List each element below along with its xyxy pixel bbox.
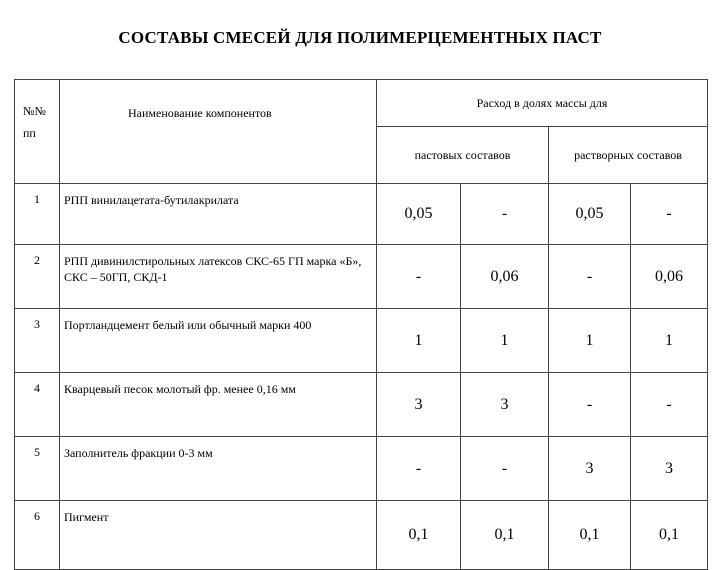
paste-value-2: -: [461, 437, 549, 501]
paste-value-1: -: [377, 437, 461, 501]
paste-value-1: 0,05: [377, 184, 461, 245]
table-row: [15, 437, 708, 501]
component-name: Портландцемент белый или обычный марки 400: [60, 309, 377, 373]
solution-value-2: 0,1: [631, 501, 708, 570]
table-row: [15, 373, 708, 437]
header-solution-compositions: растворных составов: [549, 127, 708, 184]
solution-value-1: -: [549, 373, 631, 437]
table-row: [15, 501, 708, 570]
table-row: [15, 184, 708, 245]
component-name: РПП винилацетата-бутилакрилата: [60, 184, 377, 245]
solution-value-2: -: [631, 373, 708, 437]
solution-value-2: -: [631, 184, 708, 245]
page-title: СОСТАВЫ СМЕСЕЙ ДЛЯ ПОЛИМЕРЦЕМЕНТНЫХ ПАСТ: [118, 28, 602, 47]
solution-value-1: -: [549, 245, 631, 309]
paste-value-1: -: [377, 245, 461, 309]
row-number: 2: [15, 245, 60, 309]
component-name: РПП дивинилстирольных латексов СКС-65 ГП марка «Б», СКС – 50ГП, СКД-1: [60, 245, 377, 309]
solution-value-2: 3: [631, 437, 708, 501]
header-consumption: Расход в долях массы для: [377, 80, 708, 127]
row-number: 3: [15, 309, 60, 373]
table-row: [15, 245, 708, 309]
paste-value-2: 1: [461, 309, 549, 373]
table-row: [15, 309, 708, 373]
header-number-label: №№: [23, 104, 46, 118]
solution-value-1: 3: [549, 437, 631, 501]
paste-value-1: 0,1: [377, 501, 461, 570]
paste-value-2: 0,1: [461, 501, 549, 570]
paste-value-2: 3: [461, 373, 549, 437]
header-number-sub: пп: [23, 126, 36, 140]
solution-value-2: 1: [631, 309, 708, 373]
row-number: 6: [15, 501, 60, 570]
row-number: 1: [15, 184, 60, 245]
component-name: Заполнитель фракции 0-3 мм: [60, 437, 377, 501]
solution-value-2: 0,06: [631, 245, 708, 309]
mix-composition-table: [14, 79, 708, 570]
paste-value-1: 1: [377, 309, 461, 373]
paste-value-2: -: [461, 184, 549, 245]
header-component-name: Наименование компонентов: [60, 80, 377, 184]
component-name: Пигмент: [60, 501, 377, 570]
header-paste-compositions: пастовых составов: [377, 127, 549, 184]
solution-value-1: 0,05: [549, 184, 631, 245]
row-number: 4: [15, 373, 60, 437]
solution-value-1: 0,1: [549, 501, 631, 570]
header-number: [15, 80, 60, 184]
paste-value-1: 3: [377, 373, 461, 437]
solution-value-1: 1: [549, 309, 631, 373]
row-number: 5: [15, 437, 60, 501]
component-name: Кварцевый песок молотый фр. менее 0,16 мм: [60, 373, 377, 437]
paste-value-2: 0,06: [461, 245, 549, 309]
